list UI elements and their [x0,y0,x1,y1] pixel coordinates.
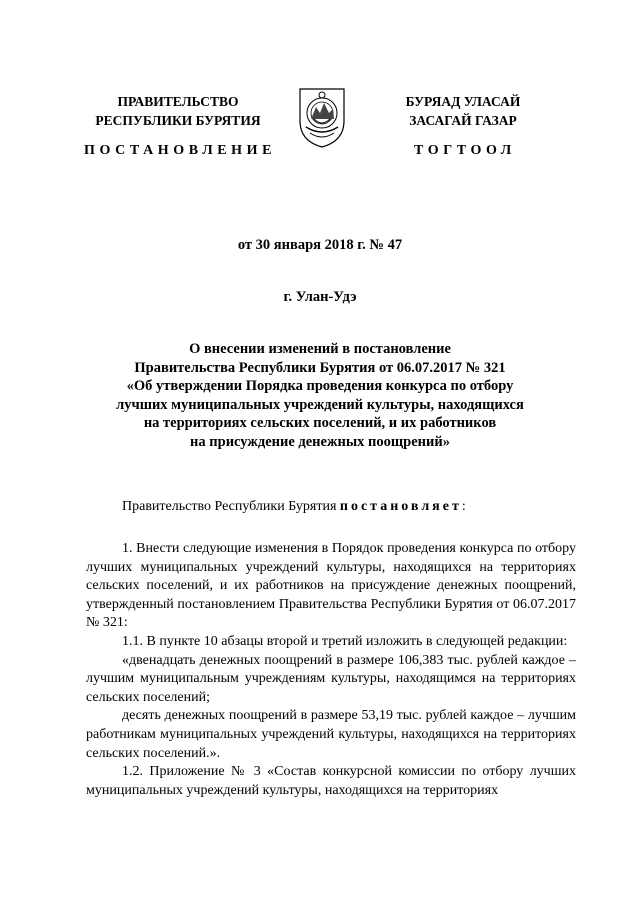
paragraph: 1.1. В пункте 10 абзацы второй и третий изложить в следующей редакции: [122,633,568,649]
document-title [60,340,580,451]
title-line: «Об утверждении Порядка проведения конкурса по отбору [126,378,514,394]
paragraph: 1. Внести следующие изменения в Порядок проведения конкурса по отбору лучших муниципальных учреждений культуры, находящихся на территориях сельских поселений, и их работников на присуждение денежных поощрений, утвержденный постановлением Правительства Республики Бурятия от 06.07.2017 № 321: [86,541,576,631]
title-line: Правительства Республики Бурятия от 06.07.2017 № 321 [134,359,506,376]
date-line: от 30 января 2018 г. № 47 [237,237,403,253]
preamble-tail: : [461,499,466,514]
header-left-org [88,92,268,130]
paragraph: «двенадцать денежных поощрений в размере 106,383 тыс. рублей каждое – лучшим муниципальным учреждениям культуры, находящимся на территориях сельских поселений; [86,652,576,705]
header-left-line1: ПРАВИТЕЛЬСТВО [117,94,239,109]
city: г. Улан-Удэ [283,289,357,305]
paragraph: 1.2. Приложение № 3 «Состав конкурсной комиссии по отбору лучших муниципальных учреждений культуры, находящихся на территориях [86,764,576,798]
header-right-line2: ЗАСАГАЙ ГАЗАР [409,113,517,128]
title-line: на присуждение денежных поощрений» [190,433,450,450]
preamble-text: Правительство Республики Бурятия [122,499,337,514]
title-line: лучших муниципальных учреждений культуры, находящихся [116,396,524,413]
doc-type-left: ПОСТАНОВЛЕНИЕ [84,143,277,158]
paragraph: десять денежных поощрений в размере 53,19 тыс. рублей каждое – лучшим работникам муниципальных учреждений культуры, находящихся на территориях сельских поселений.». [86,708,576,761]
header-left-line2: РЕСПУБЛИКИ БУРЯТИЯ [95,113,261,128]
preamble-verb: постановляет [339,499,462,514]
coat-of-arms-icon [296,83,348,149]
preamble [86,498,576,517]
title-line: на территориях сельских поселений, и их работников [143,415,497,431]
header-right-line1: БУРЯАД УЛАСАЙ [405,94,521,109]
header-right-org [383,92,543,130]
document-body [86,540,576,800]
doc-type-right: ТОГТООЛ [414,143,516,158]
title-line: О внесении изменений в постановление [189,341,451,357]
